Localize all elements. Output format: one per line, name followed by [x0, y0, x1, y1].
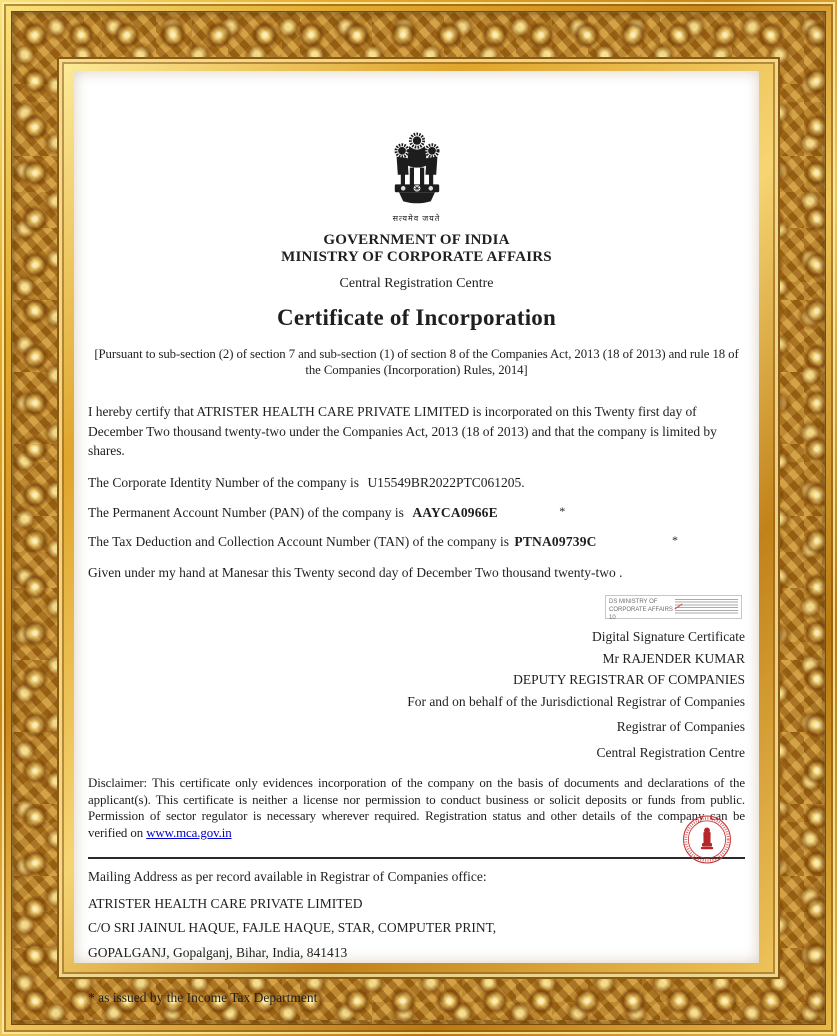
mca-website-link[interactable]: www.mca.gov.in [146, 826, 232, 841]
dsc-red-mark-icon [675, 604, 683, 610]
disclaimer-text: Disclaimer: This certificate only evidences incorporation of the company on the basis of documents and declarations of the applicant(s). This certificate is neither a license nor permission to conduct business or solicit deposits or funds from public. Permission of sector regulator is necessary wherever required. Registration status and other details of the company can be verified on [88, 775, 745, 841]
sig-on-behalf: For and on behalf of the Jurisdictional Registrar of Companies [407, 694, 745, 710]
sig-dsc-line: Digital Signature Certificate [592, 629, 745, 645]
dsc-stamp-label: DS MINISTRY OF CORPORATE AFFAIRS 10 [609, 599, 673, 621]
mailing-company-name: ATRISTER HEALTH CARE PRIVATE LIMITED [88, 896, 363, 912]
sig-designation: DEPUTY REGISTRAR OF COMPANIES [513, 672, 745, 688]
tan-line [88, 532, 745, 551]
certificate-paper [74, 71, 759, 1005]
tan-value: PTNA09739C [514, 533, 597, 549]
pan-label: The Permanent Account Number (PAN) of the company is [88, 505, 404, 521]
digital-signature-stamp [605, 595, 742, 619]
given-under-hand-line: Given under my hand at Manesar this Twenty second day of December Two thousand twenty-two . [88, 564, 623, 580]
dsc-stamp-fineprint [675, 599, 738, 615]
mailing-address-heading: Mailing Address as per record available in Registrar of Companies office: [88, 868, 487, 884]
sig-roc: Registrar of Companies [616, 719, 745, 735]
sig-crc: Central Registration Centre [596, 744, 745, 760]
footnote-income-tax: * as issued by the Income Tax Department [88, 989, 318, 1005]
disclaimer-paragraph [88, 775, 745, 842]
header-central-registration-centre: Central Registration Centre [339, 275, 494, 291]
pan-value: AAYCA0966E [412, 505, 498, 521]
tan-label: The Tax Deduction and Collection Account Number (TAN) of the company is [88, 533, 509, 549]
emblem-motto: सत्यमेव जयते [392, 214, 441, 224]
registrar-red-seal-icon [681, 812, 733, 867]
certificate-title: Certificate of Incorporation [277, 304, 556, 330]
pursuant-clause: [Pursuant to sub-section (2) of section 7 and sub-section (1) of section 8 of the Companies Act, 2013 (18 of 2013) and rule 18 of the Companies (Incorporation) Rules, 2014] [94, 346, 739, 378]
header-ministry: MINISTRY OF CORPORATE AFFAIRS [281, 248, 552, 265]
header-government-of-india: GOVERNMENT OF INDIA [323, 232, 510, 249]
pan-line [88, 503, 745, 522]
sig-name: Mr RAJENDER KUMAR [602, 650, 745, 666]
certify-paragraph: I hereby certify that ATRISTER HEALTH CARE PRIVATE LIMITED is incorporated on this Twenty first day of December Two thousand twenty-two under the Companies Act, 2013 (18 of 2013) and that the company is limited by shares. [88, 404, 717, 459]
mailing-street: C/O SRI JAINUL HAQUE, FAJLE HAQUE, STAR, COMPUTER PRINT, [88, 920, 497, 936]
cin-label: The Corporate Identity Number of the company is [88, 475, 360, 491]
emblem-wrap [88, 129, 745, 225]
pan-asterisk: * [559, 504, 566, 519]
india-emblem-icon [387, 129, 447, 211]
mailing-city-state: GOPALGANJ, Gopalganj, Bihar, India, 841413 [88, 944, 348, 960]
cin-value: U15549BR2022PTC061205. [367, 475, 525, 491]
signature-block [88, 628, 745, 762]
cin-line [88, 474, 745, 492]
section-divider [88, 857, 745, 859]
tan-asterisk: * [672, 532, 678, 547]
